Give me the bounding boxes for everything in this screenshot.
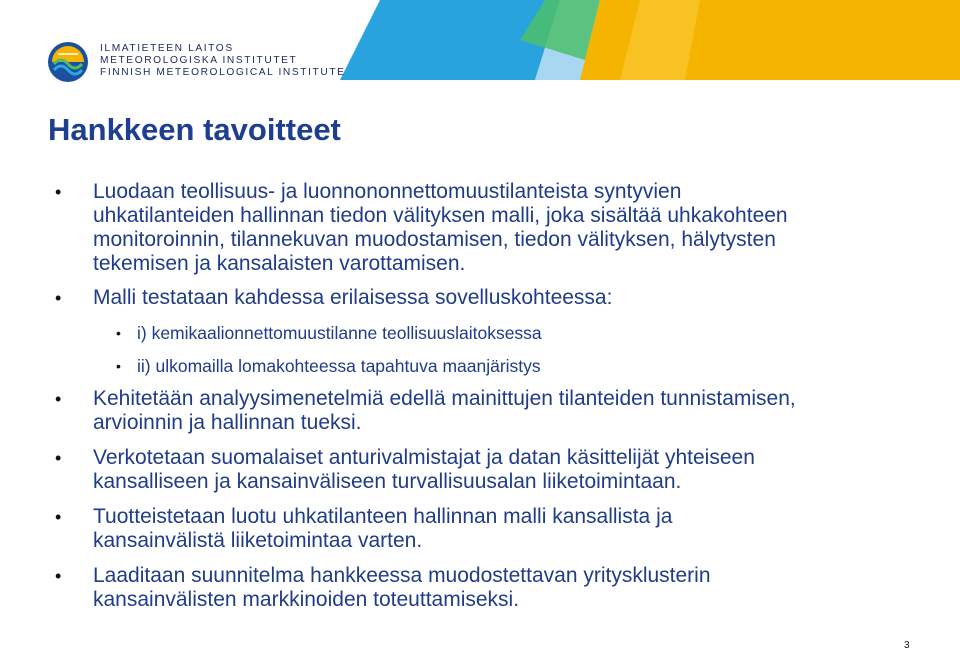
- bullet-line: uhkatilanteiden hallinnan tiedon välityksen malli, joka sisältää uhkakohteen: [93, 204, 788, 227]
- bullet-marker: •: [55, 389, 62, 409]
- bullet-line: i) kemikaalionnettomuustilanne teollisuuslaitoksessa: [137, 323, 542, 343]
- sub-bullet-item: [137, 322, 542, 344]
- bullet-item: [93, 446, 755, 494]
- bullet-line: Laaditaan suunnitelma hankkeessa muodostettavan yritysklusterin: [93, 564, 711, 587]
- bullet-line: Kehitetään analyysimenetelmiä edellä mainittujen tilanteiden tunnistamisen,: [93, 387, 796, 410]
- fmi-logo-icon: [44, 40, 92, 84]
- bullet-marker: •: [55, 566, 62, 586]
- page-number: 3: [904, 640, 910, 651]
- sub-bullet-item: [137, 355, 541, 377]
- org-line-fi: ILMATIETEEN LAITOS: [100, 43, 234, 54]
- org-line-sv: METEOROLOGISKA INSTITUTET: [100, 55, 298, 66]
- bullet-line: kansainvälistä liiketoimintaa varten.: [93, 529, 423, 552]
- bullet-item: [93, 505, 672, 553]
- bullet-item: [93, 387, 796, 435]
- bullet-line: Tuotteistetaan luotu uhkatilanteen hallinnan malli kansallista ja: [93, 505, 673, 528]
- bullet-line: kansainvälisten markkinoiden toteuttamiseksi.: [93, 588, 520, 611]
- bullet-line: tekemisen ja kansalaisten varottamisen.: [93, 252, 466, 275]
- bullet-line: Verkotetaan suomalaiset anturivalmistajat ja datan käsittelijät yhteiseen: [93, 446, 755, 469]
- bullet-line: Luodaan teollisuus- ja luonnononnettomuustilanteista syntyvien: [93, 180, 682, 203]
- bullet-item: [93, 180, 788, 276]
- sub-bullet-marker: •: [116, 358, 121, 374]
- bullet-line: kansalliseen ja kansainväliseen turvallisuusalan liiketoimintaan.: [93, 470, 682, 493]
- organization-name: [100, 43, 346, 79]
- bullet-marker: •: [55, 507, 62, 527]
- bullet-line: arvioinnin ja hallinnan tueksi.: [93, 411, 362, 434]
- bullet-item: [93, 564, 711, 612]
- org-line-en: FINNISH METEOROLOGICAL INSTITUTE: [100, 67, 346, 78]
- bullet-line: monitoroinnin, tilannekuvan muodostamisen, tiedon välityksen, hälytysten: [93, 228, 776, 251]
- bullet-line: ii) ulkomailla lomakohteessa tapahtuva maanjäristys: [137, 356, 541, 376]
- bullet-item: [93, 286, 612, 310]
- sub-bullet-marker: •: [116, 325, 121, 341]
- bullet-marker: •: [55, 448, 62, 468]
- slide-title: Hankkeen tavoitteet: [48, 112, 341, 147]
- bullet-line: Malli testataan kahdessa erilaisessa sovelluskohteessa:: [93, 286, 613, 309]
- bullet-marker: •: [55, 182, 62, 202]
- bullet-marker: •: [55, 288, 62, 308]
